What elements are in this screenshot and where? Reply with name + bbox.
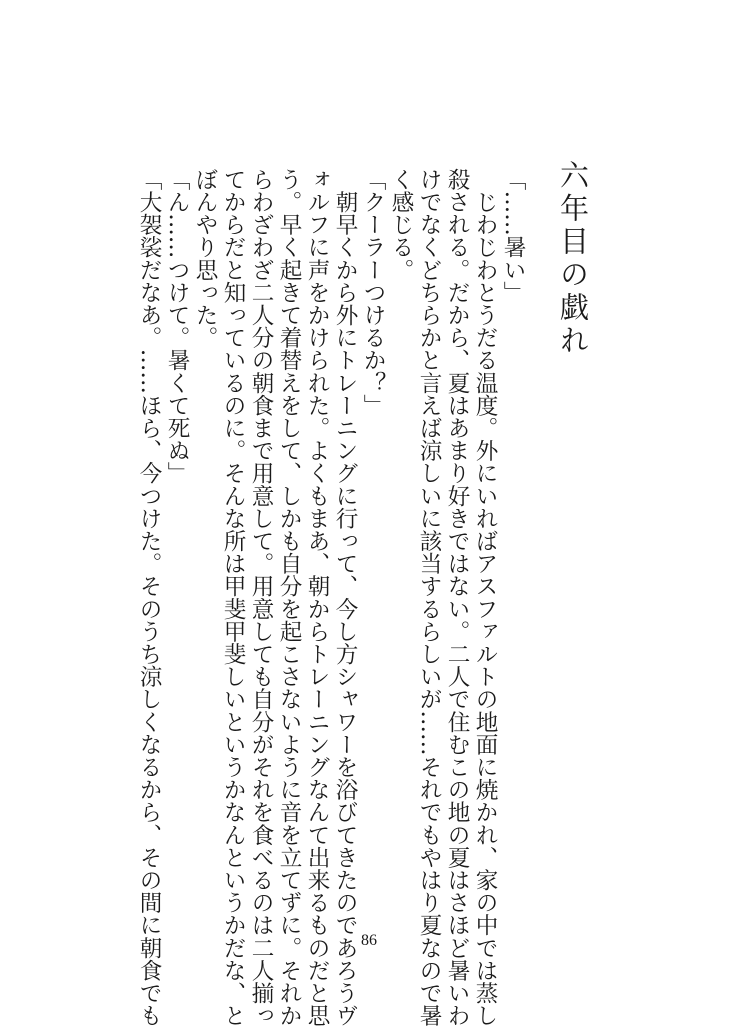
text-line-5: く感じる。 (388, 168, 414, 281)
text-line-13: 「ん……つけて。暑くて死ぬ」 (164, 168, 190, 485)
page-number: 86 (361, 932, 377, 949)
text-line-14: 「大袈裟だなあ。……ほら、今つけた。そのうち涼しくなるから、その間に朝食でも (136, 168, 162, 1027)
text-line-2: じわじわとうだる温度。外にいればアスファルトの地面に焼かれ、家の中では蒸し (472, 168, 498, 1027)
text-line-1: 「……暑い」 (500, 168, 526, 304)
text-line-3: 殺される。だから、夏はあまり好きではない。二人で住むこの地の夏はさほど暑いわ (444, 168, 470, 1027)
text-line-11: てからだと知っているのに。そんな所は甲斐甲斐しいというかなんというかだな、と (220, 168, 246, 1027)
text-line-7: 朝早くから外にトレーニングに行って、今し方シャワーを浴びてきたのであろうヴ (332, 168, 358, 1027)
text-line-9: う。早く起きて着替えをして、しかも自分を起こさないように音を立てずに。それか (276, 168, 302, 1027)
text-line-10: らわざわざ二人分の朝食まで用意して。用意しても自分がそれを食べるのは二人揃っ (248, 168, 274, 1027)
text-line-4: けでなくどちらかと言えば涼しいに該当するらしいが……それでもやはり夏なので暑 (416, 168, 442, 1027)
chapter-title: 六年目の戯れ (556, 160, 590, 358)
text-line-8: ォルフに声をかけられた。よくもまあ、朝からトレーニングなんて出来るものだと思 (304, 168, 330, 1027)
text-line-12: ぼんやり思った。 (192, 168, 218, 349)
text-line-6: 「クーラーつけるか？」 (360, 168, 386, 417)
